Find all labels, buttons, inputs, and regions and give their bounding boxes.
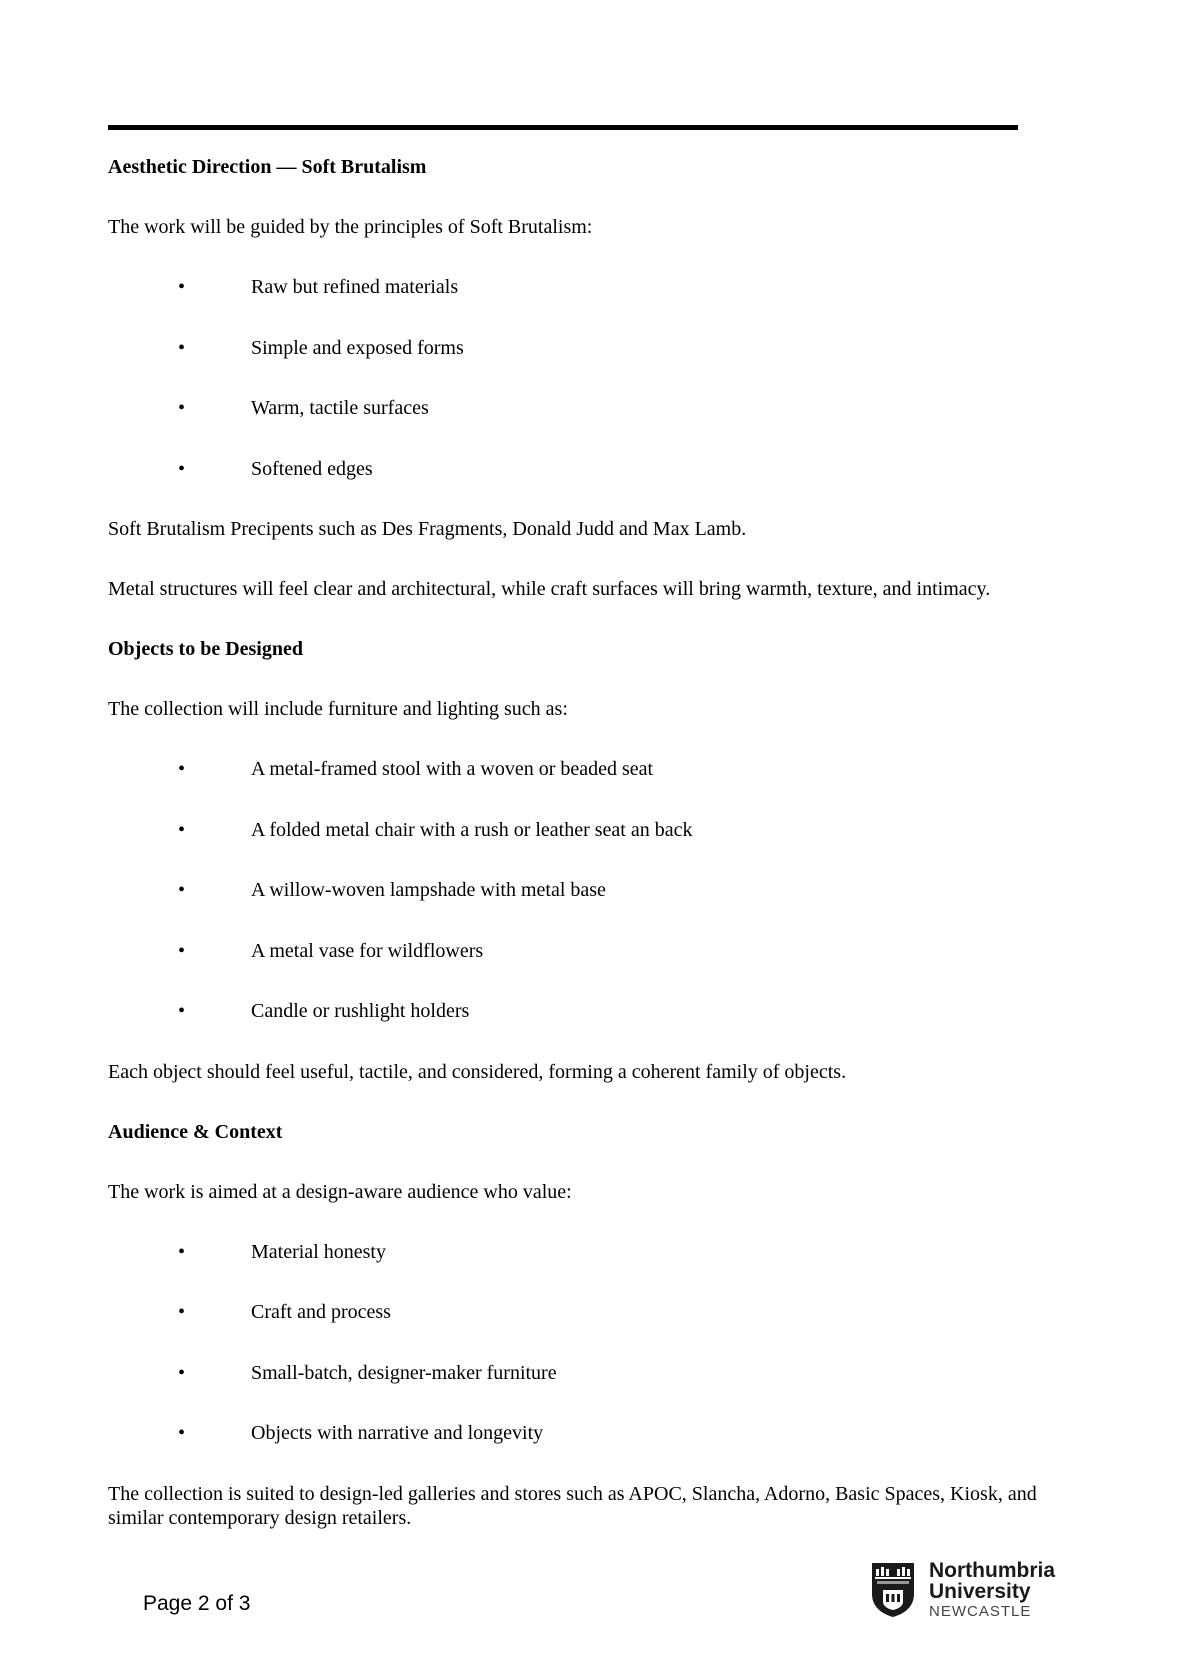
bullet-icon: • [178,939,186,962]
objects-intro: The collection will include furniture and lighting such as: [108,698,568,720]
bullet-icon: • [178,1361,186,1384]
document-body [108,155,1068,1530]
list-item [108,1361,1068,1385]
metal-structures-paragraph: Metal structures will feel clear and architectural, while craft surfaces will bring warmth, texture, and intimacy. [108,578,991,600]
aesthetic-principles-list [108,275,1068,481]
audience-closing-paragraph: The collection is suited to design-led galleries and stores such as APOC, Slancha, Adorno, Basic Spaces, Kiosk, and similar contemporary design retailers. [108,1482,1037,1529]
list-item-text: A metal-framed stool with a woven or beaded seat [251,758,654,780]
bullet-icon: • [178,879,186,901]
audience-values-list [108,1240,1068,1446]
list-item-text: Objects with narrative and longevity [251,1422,544,1444]
list-item [108,757,1068,781]
logo-line-northumbria: Northumbria [929,1559,1055,1582]
list-item-text: Candle or rushlight holders [251,1000,470,1022]
bullet-icon: • [178,1301,186,1323]
bullet-icon: • [178,818,186,841]
bullet-icon: • [178,758,186,780]
objects-closing-paragraph: Each object should feel useful, tactile, and considered, forming a coherent family of objects. [108,1060,847,1083]
logo-line-university: University [929,1580,1031,1603]
bullet-icon: • [178,1240,186,1263]
list-item-text: Material honesty [251,1240,386,1263]
list-item-text: A willow-woven lampshade with metal base [251,879,606,901]
list-item-text: Warm, tactile surfaces [251,397,429,419]
university-logo [871,1560,1071,1622]
section-heading-aesthetic-direction: Aesthetic Direction — Soft Brutalism [108,156,427,178]
list-item-text: Small-batch, designer-maker furniture [251,1361,557,1384]
objects-list [108,757,1068,1023]
bullet-icon: • [178,1422,186,1444]
bullet-icon: • [178,336,186,359]
university-crest-icon [871,1562,915,1618]
list-item [108,1300,1068,1324]
logo-wordmark [929,1560,1055,1621]
list-item [108,1240,1068,1264]
list-item [108,1421,1068,1445]
section-heading-objects: Objects to be Designed [108,638,303,660]
list-item [108,878,1068,902]
section-heading-audience: Audience & Context [108,1120,283,1143]
list-item [108,818,1068,842]
list-item-text: A folded metal chair with a rush or leather seat an back [251,818,693,841]
list-item-text: A metal vase for wildflowers [251,939,484,962]
list-item [108,396,1068,420]
aesthetic-intro: The work will be guided by the principles of Soft Brutalism: [108,216,593,238]
bullet-icon: • [178,1000,186,1022]
list-item-text: Craft and process [251,1301,391,1323]
list-item [108,939,1068,963]
audience-intro: The work is aimed at a design-aware audience who value: [108,1180,572,1203]
list-item-text: Raw but refined materials [251,276,459,298]
page-number: Page 2 of 3 [143,1592,251,1615]
list-item-text: Softened edges [251,457,373,480]
precedents-paragraph: Soft Brutalism Precipents such as Des Fragments, Donald Judd and Max Lamb. [108,518,747,540]
list-item [108,999,1068,1023]
list-item [108,457,1068,481]
logo-line-newcastle: NEWCASTLE [929,1603,1032,1620]
top-horizontal-rule [108,125,1018,130]
bullet-icon: • [178,457,186,480]
list-item [108,336,1068,360]
list-item-text: Simple and exposed forms [251,336,464,359]
bullet-icon: • [178,397,186,419]
bullet-icon: • [178,276,186,298]
list-item [108,275,1068,299]
